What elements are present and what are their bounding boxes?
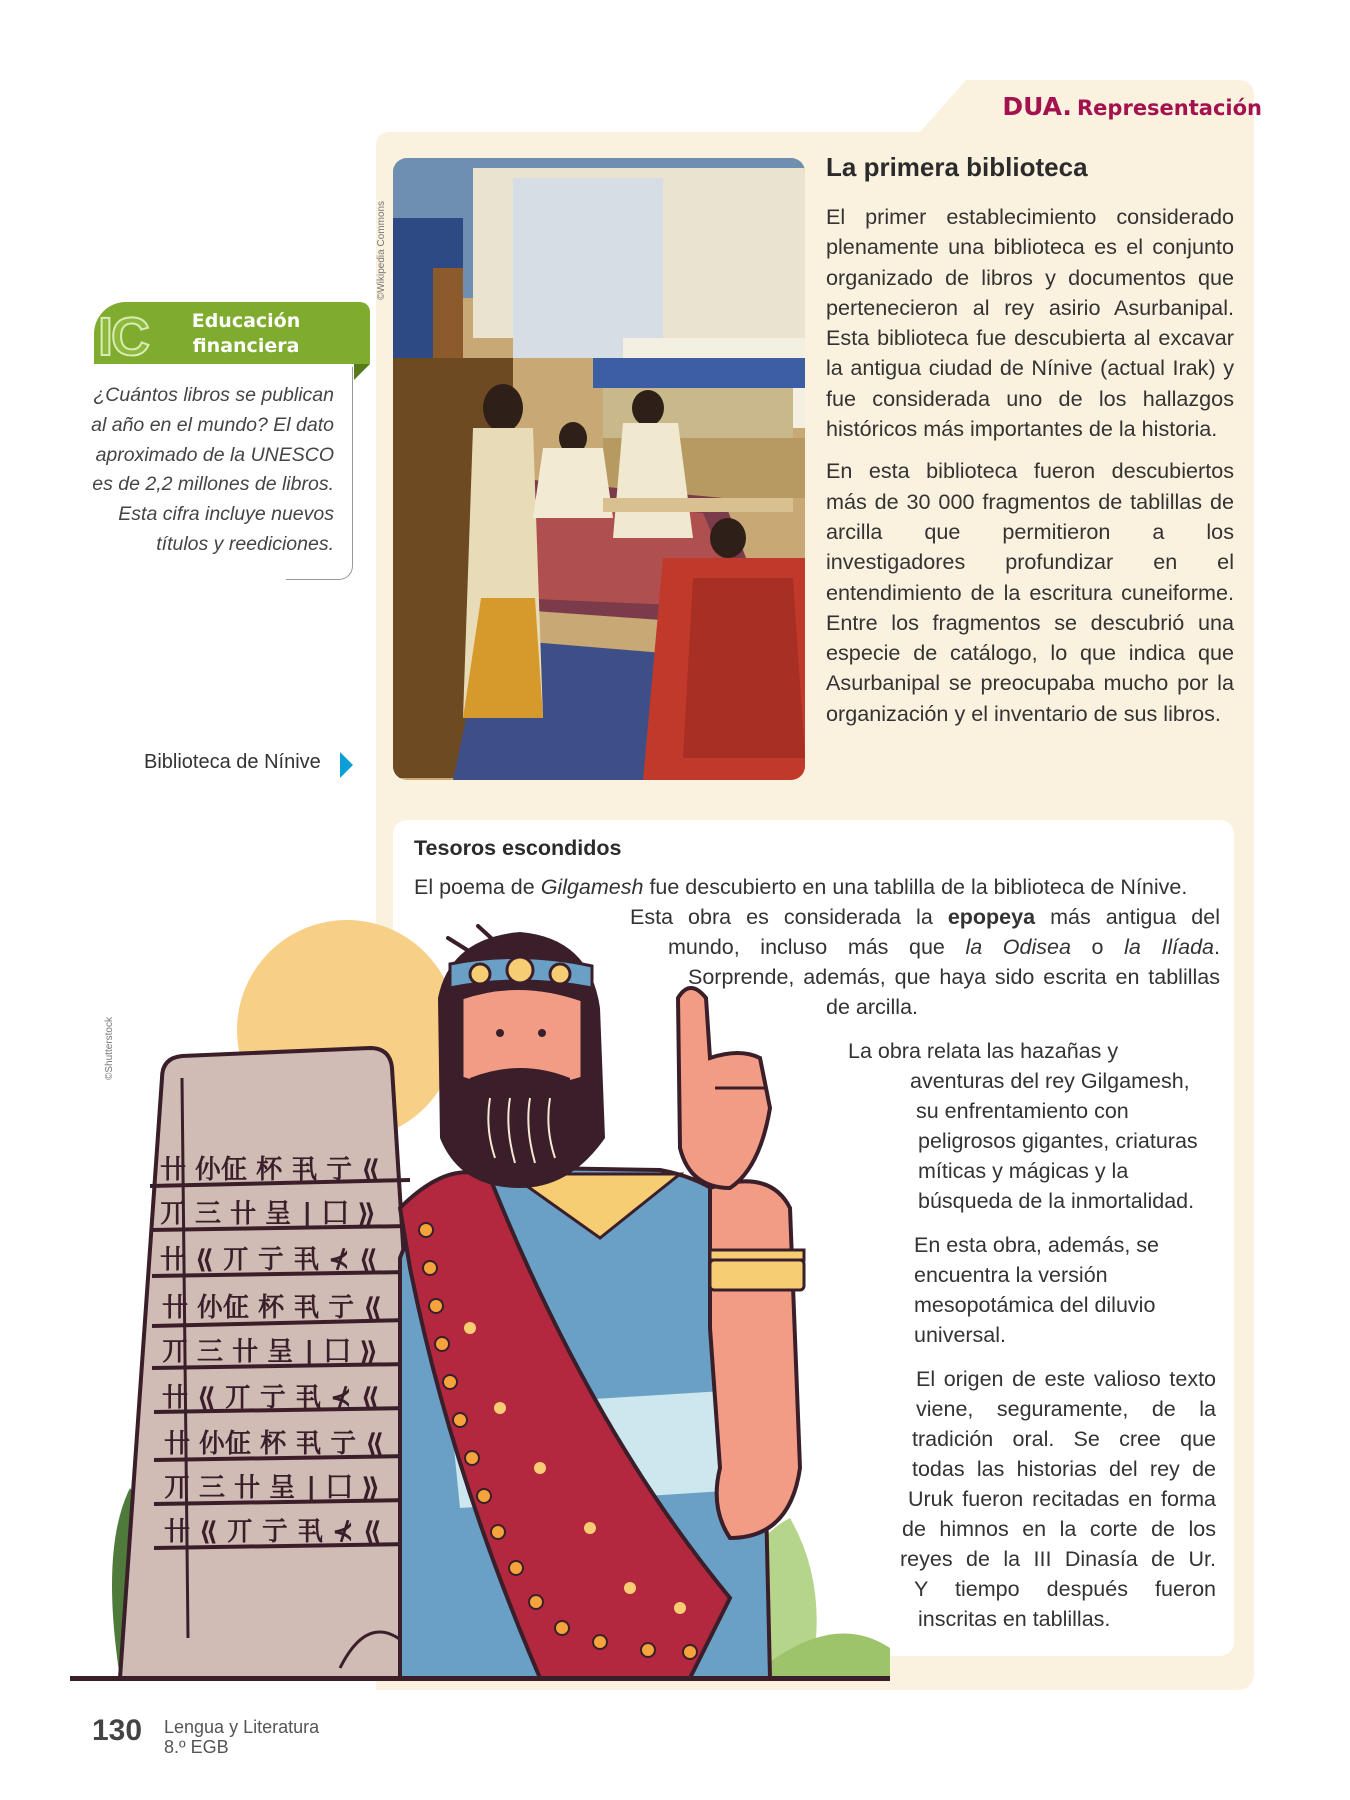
- financial-education-label-line2: financiera: [192, 335, 300, 357]
- p2-line: peligrosos gigantes, criaturas: [918, 1129, 1198, 1153]
- p3-line: encuentra la versión: [914, 1263, 1108, 1287]
- p4-line: reyes de la III Dinasía de Ur.: [900, 1547, 1216, 1571]
- text-span: .: [1214, 935, 1220, 959]
- financial-education-label-line1: Educación: [191, 310, 301, 332]
- financial-education-text: ¿Cuántos libros se publican al año en el mundo? El dato aproximado de la UNESCO es de 2,2 millones de libros. Esta cifra incluye nuevos títulos y reediciones.: [91, 384, 334, 555]
- p4-line: todas las historias del rey de: [912, 1457, 1216, 1481]
- caption-arrow-icon: [340, 752, 353, 778]
- treasures-line-3: [668, 932, 1220, 962]
- svg-text:卄 仦佂 杯 丮 亍 ⟪: 卄 仦佂 杯 丮 亍 ⟪: [164, 1429, 384, 1459]
- article-body: [826, 202, 1234, 741]
- p2-line: La obra relata las hazañas y: [848, 1039, 1119, 1063]
- gilgamesh-illustration: [70, 908, 910, 1688]
- svg-text:丌 三 卄 呈 ∣ 囗 ⟫: 丌 三 卄 呈 ∣ 囗 ⟫: [162, 1337, 379, 1367]
- p4-line: inscritas en tablillas.: [918, 1607, 1111, 1631]
- dua-label: DUA.: [1002, 92, 1072, 121]
- photo-credit: ©Wikipedia Commons: [376, 200, 387, 300]
- dua-header: [1002, 92, 1262, 121]
- work-title: la Odisea: [965, 935, 1071, 959]
- text-span: El poema de: [414, 875, 541, 899]
- footer-subject: Lengua y Literatura: [164, 1717, 320, 1737]
- p3-line: mesopotámica del diluvio: [914, 1293, 1156, 1317]
- p2-line: búsqueda de la inmortalidad.: [918, 1189, 1195, 1213]
- p2-line: su enfrentamiento con: [916, 1099, 1129, 1123]
- financial-education-label: [170, 309, 322, 359]
- p4-line: Y tiempo después fueron: [914, 1577, 1216, 1601]
- treasures-line-2: [630, 902, 1220, 932]
- ic-badge: IC: [98, 307, 148, 367]
- footer-grade: 8.º EGB: [164, 1737, 229, 1757]
- article-paragraph: En esta biblioteca fueron descubiertos más de 30 000 fragmentos de tablillas de arcilla que permitieron a los investigadores profundizar en el entendimiento de la escritura cuneiforme. Entre los fragmentos se descubrió una especie de catálogo, lo que indica que Asurbanipal se preocupaba mucho por la organización y el inventario de sus libros.: [826, 458, 1234, 726]
- tab-fold: [354, 364, 370, 380]
- text-span: mundo, incluso más que: [668, 935, 966, 959]
- illustration-credit: ©Shutterstock: [104, 1017, 115, 1080]
- p2-line: míticas y mágicas y la: [918, 1159, 1129, 1183]
- svg-text:卄 ⟪ 丌 亍 丮 ⊀ ⟪: 卄 ⟪ 丌 亍 丮 ⊀ ⟪: [164, 1517, 382, 1547]
- nineveh-library-image: [393, 158, 805, 780]
- work-title: Gilgamesh: [540, 875, 644, 899]
- p4-line: tradición oral. Se cree que: [912, 1427, 1216, 1451]
- p4-line: de himnos en la corte de los: [902, 1517, 1216, 1541]
- text-span: o: [1070, 935, 1125, 959]
- work-title: la Ilíada: [1124, 935, 1214, 959]
- key-term: epopeya: [947, 905, 1036, 929]
- p3-line: universal.: [914, 1323, 1007, 1347]
- article-title: La primera biblioteca: [826, 152, 1088, 182]
- svg-text:卄 ⟪ 丌 亍 丮 ⊀ ⟪: 卄 ⟪ 丌 亍 丮 ⊀ ⟪: [162, 1383, 380, 1413]
- treasures-line-5: de arcilla.: [826, 995, 919, 1019]
- svg-text:丌 三 卄 呈 ∣ 囗 ⟫: 丌 三 卄 呈 ∣ 囗 ⟫: [160, 1199, 377, 1229]
- treasures-line-1: [414, 872, 1220, 902]
- photo-caption: Biblioteca de Nínive: [144, 751, 321, 773]
- page-number: 130: [92, 1714, 143, 1747]
- text-span: Esta obra es considerada la: [630, 905, 948, 929]
- svg-text:卄 ⟪ 丌 亍 丮 ⊀ ⟪: 卄 ⟪ 丌 亍 丮 ⊀ ⟪: [160, 1245, 378, 1275]
- hidden-treasures-title: Tesoros escondidos: [414, 836, 622, 860]
- p2-line: aventuras del rey Gilgamesh,: [910, 1069, 1190, 1093]
- p4-line: El origen de este valioso texto: [916, 1367, 1216, 1391]
- dua-representation: Representación: [1077, 96, 1262, 120]
- p4-line: Uruk fueron recitadas en forma: [908, 1487, 1216, 1511]
- svg-text:卄 仦佂 杯 丮 亍 ⟪: 卄 仦佂 杯 丮 亍 ⟪: [160, 1155, 380, 1185]
- text-span: fue descubierto en una tablilla de la biblioteca de Nínive.: [643, 875, 1188, 899]
- text-span: más antigua del: [1035, 905, 1220, 929]
- svg-text:卄 仦佂 杯 丮 亍 ⟪: 卄 仦佂 杯 丮 亍 ⟪: [162, 1293, 382, 1323]
- treasures-line-4: Sorprende, además, que haya sido escrita en tablillas: [688, 965, 1220, 989]
- p4-line: viene, seguramente, de la: [916, 1397, 1216, 1421]
- p3-line: En esta obra, además, se: [914, 1233, 1160, 1257]
- article-paragraph: El primer establecimiento considerado plenamente una biblioteca es el conjunto organizado de libros y documentos que pertenecieron al rey asirio Asurbanipal. Esta biblioteca fue descubierta al excavar la antigua ciudad de Nínive (actual Irak) y fue considerada uno de los hallazgos históricos más importantes de la historia.: [826, 204, 1234, 442]
- svg-text:丌 三 卄 呈 ∣ 囗 ⟫: 丌 三 卄 呈 ∣ 囗 ⟫: [164, 1473, 381, 1503]
